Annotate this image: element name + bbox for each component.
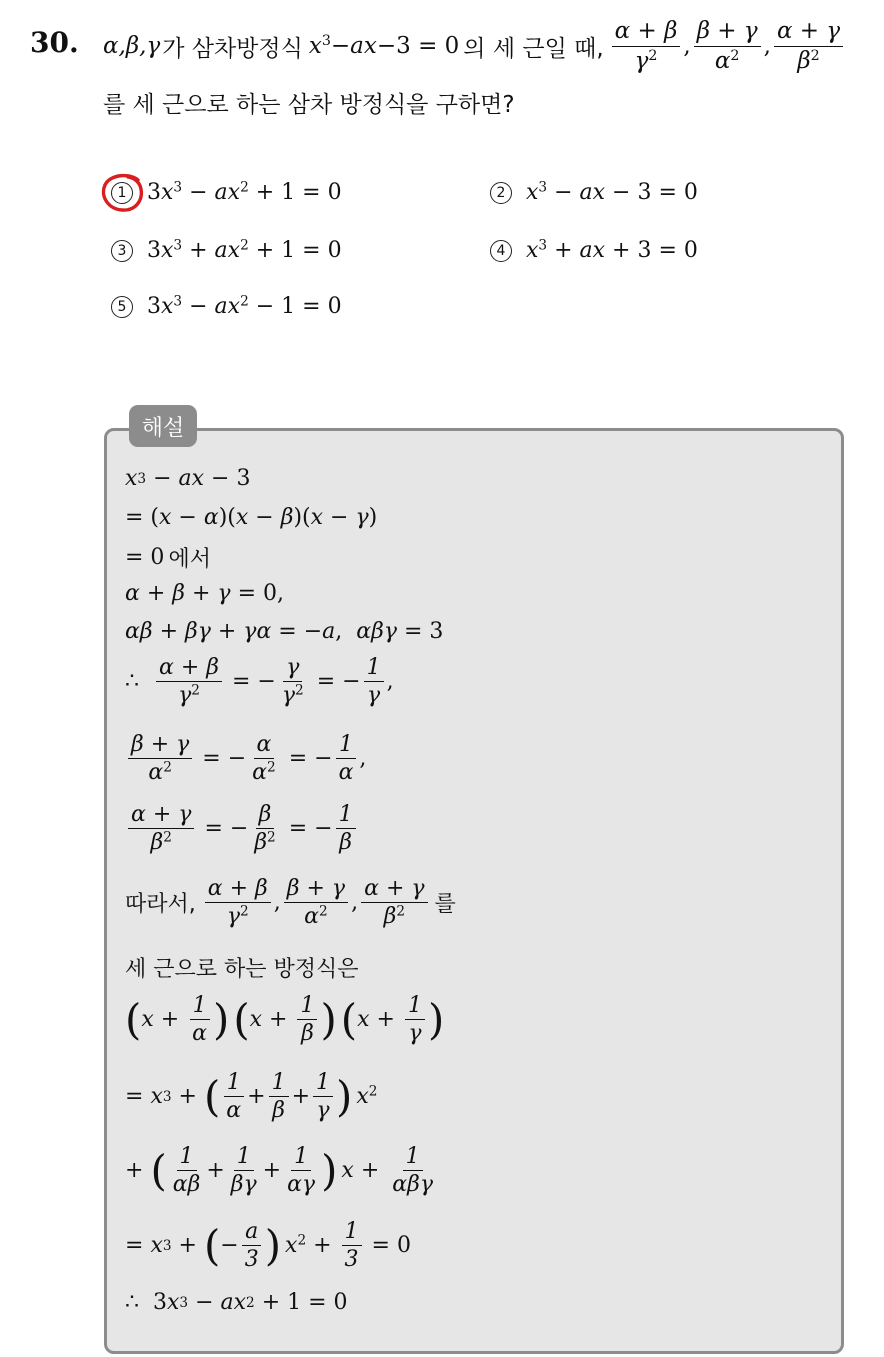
text-reul: 를 [434,892,456,918]
stem-text-1: 가 삼차방정식 [162,35,303,62]
choice-3-mark: 3 [111,240,133,262]
problem-number: 30. [30,26,79,59]
problem-stem-line1: α,β,γ 가 삼차방정식 $x^3-ax-3 = 0$ 의 세 근일 때, $\frac{\alpha + \beta}{\gamma^2}$ , $\frac{\beta + \gamma}{\alpha^2}$ , $\frac{\alpha + \gamma}{\beta^2}$ [103,14,846,78]
sol-line-6: ∴ $\frac{\alpha + \beta}{\gamma^2}$ = − $\frac{\gamma}{\gamma^2}$ = − $\frac{1}{\gamma}$ , [125,655,394,709]
choice-1-mark: 1 [111,182,133,204]
stem-frac-1: $\frac{\alpha + \beta}{\gamma^2}$ [612,19,681,72]
stem-frac-2: $\frac{\beta + \gamma}{\alpha^2}$ [694,19,761,72]
sol-line-3: = 0 에서 [125,542,211,573]
sol-line-5: αβ + βγ + γα = − a , αβγ = 3 [125,619,444,644]
choice-2[interactable] [490,180,698,205]
sol-line-13: + ( $\frac{1}{\alpha\beta}$ + $\frac{1}{\beta\gamma}$ + $\frac{1}{\alpha\gamma}$ ) x + $\frac{1}{\text{αβγ}}$ [125,1144,433,1198]
sol-line-14: = x 3 + ( − $\frac{a}{3}$ ) $x^2$ + $\frac{1}{3}$ = 0 [125,1219,411,1273]
choice-5-text: $3x^3 - ax^2 - 1 = 0$ [147,293,342,319]
choice-1-text: $3x^3 - ax^2 + 1 = 0$ [147,179,342,205]
selected-answer-circle [100,172,146,214]
choice-4[interactable] [490,238,698,263]
sol-line-11: ( x + $\frac{1}{\alpha}$ ) ( x + $\frac{1}{\beta}$ ) ( x + $\frac{1}{\gamma}$ ) [125,993,445,1047]
cubic-equation: $x^3-ax-3 = 0$ [308,33,460,59]
choice-5-mark: 5 [111,296,133,318]
text-ttaraseo: 따라서, [125,892,196,918]
sol-line-1: x 3 − ax − 3 [125,466,251,491]
text-eseo: 에서 [168,547,211,572]
solution-tag: 해설 [129,405,197,447]
choice-2-text: $x^3$ − ax − 3 = 0 [526,179,698,205]
sol-line-7: $\frac{\beta + \gamma}{\alpha^2}$ = − $\frac{\alpha}{\alpha^2}$ = − $\frac{1}{\alpha}$ , [125,733,366,784]
choice-4-text: $x^3$ + ax + 3 = 0 [526,237,698,263]
roots-symbols: α,β,γ [103,33,161,59]
sol-line-12: = x 3 + ( $\frac{1}{\alpha}$ + $\frac{1}{\beta}$ + $\frac{1}{\gamma}$ ) $x^2$ [125,1070,378,1124]
choice-3[interactable] [111,238,342,263]
stem-text-2: 의 세 근일 때, [463,35,604,62]
choice-5[interactable] [111,294,342,319]
stem-frac-3: $\frac{\alpha + \gamma}{\beta^2}$ [774,19,843,72]
sol-line-15: ∴ 3 x 3 − ax 2 + 1 = 0 [125,1290,348,1315]
sol-line-9: 따라서, $\frac{\alpha + \beta}{\gamma^2}$ , $\frac{\beta + \gamma}{\alpha^2}$ , $\frac{\alpha + \gamma}{\beta^2}$ 를 [125,876,456,930]
choice-3-text: $3x^3 + ax^2 + 1 = 0$ [147,237,342,263]
sol-line-2: = ( x − α )( x − β )( x − γ ) [125,505,378,530]
sol-line-4: α + β + γ = 0, [125,581,284,606]
choice-4-mark: 4 [490,240,512,262]
choice-2-mark: 2 [490,182,512,204]
problem-stem-line2: 를 세 근으로 하는 삼차 방정식을 구하면? [103,92,515,118]
sol-line-10: 세 근으로 하는 방정식은 [125,957,359,982]
sol-line-8: $\frac{\alpha + \gamma}{\beta^2}$ = − $\frac{\beta}{\beta^2}$ = − $\frac{1}{\beta}$ [125,803,359,854]
